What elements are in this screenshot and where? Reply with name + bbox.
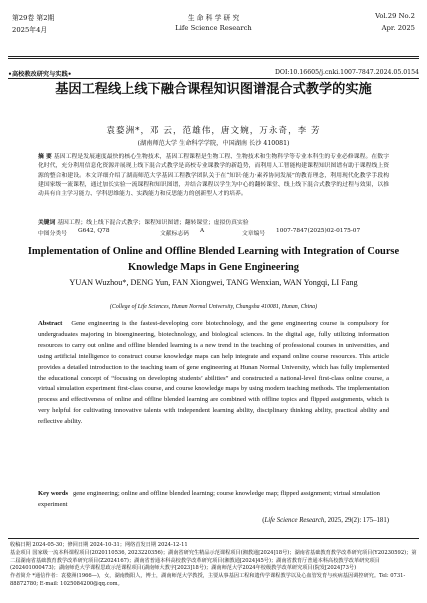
journal-name-cn: 生 命 科 学 研 究 — [187, 14, 240, 22]
citation-prefix: ( — [262, 517, 265, 524]
article-no-value: 1007-7847(2025)02-0175-07 — [276, 228, 361, 234]
keywords-cn — [38, 217, 389, 226]
publication-date-en: Apr. 2025 — [381, 24, 415, 32]
footnote — [10, 542, 417, 589]
clc-value: G642, Q78 — [78, 228, 110, 234]
header-rule-bottom — [8, 58, 419, 59]
doc-code-value: A — [200, 228, 205, 234]
volume-issue-en: Vol.29 No.2 — [375, 12, 415, 20]
authors-cn: 袁婺洲*，邓 云，范雄伟，唐文婉，万永奇，李 芳 — [106, 126, 321, 136]
footnote-author-bio: 作者简介 *通信作者：袁婺洲(1966—)，女，湖南衡阳人，博士，湖南师范大学教授，主要从事基因工程和遗传学课程教学以及心血管发育与疾病基因调控研究。Tel: 0731-88872780; E-mail: 1025084200@qq.com。 — [10, 573, 406, 587]
doi[interactable]: DOI:10.16605/j.cnki.1007-7847.2024.05.0154 — [274, 69, 419, 76]
column-label: •高校教改研究与实践• — [8, 71, 72, 78]
affiliation-cn: (湖南师范大学 生命科学学院，中国湖南 长沙 410081) — [137, 140, 290, 147]
abstract-en-text: Gene engineering is the fastest-developing core biotechnology, and the gene engineering course is compulsory for undergraduates majoring in bioengineering, biotechnology, and biological sciences. In the digital age, fully utilizing information resources to carry out online and offline blended learning is a new trend in the teaching of professional courses in universities, and using artificial intelligence to construct course knowledge maps can help integrate and expand online course resources. This article provides a detailed introduction to the teaching team of gene engineering at Hunan Normal University, which has fully implemented the educational concept of “focusing on developing students’ abilities” and constructed a national-level first-class online course, a virtual simulation experiment first-class course, and course knowledge maps by using modern teaching methods. The implementation process and effectiveness of online and offline blended learning are combined with offline topics and flipped assignments, which is very helpful for cultivating innovative talents with independent learning ability, disciplinary thinking ability, practical ability and reflective ability. — [38, 320, 389, 426]
meta-rule — [8, 78, 419, 79]
running-header — [8, 8, 419, 48]
keywords-en-label: Key words — [38, 490, 69, 497]
affiliation-en: (College of Life Sciences, Hunan Normal University, Changsha 410081, Hunan, China) — [109, 304, 318, 310]
doc-code-label: 文献标志码 — [160, 231, 189, 237]
citation-journal: Life Science Research — [264, 517, 325, 524]
keywords-cn-text: 基因工程；线上线下混合式教学；课程知识图谱；翻转课堂；虚拟仿真实验 — [57, 220, 249, 226]
keywords-en-text: gene engineering; online and offline blended learning; course knowledge map; flipped assignment; virtual simulation experiment — [38, 490, 380, 508]
volume-issue: 第29卷 第2期 — [12, 14, 55, 22]
authors-en: YUAN Wuzhou*, DENG Yun, FAN Xiongwei, TANG Wenxian, WAN Yongqi, LI Fang — [69, 278, 358, 287]
title-cn: 基因工程线上线下融合课程知识图谱混合式教学的实施 — [55, 82, 372, 97]
footnote-dates: 收稿日期 2024-05-30；修回日期 2024-10-31；网络首发日期 2024-12-11 — [10, 542, 188, 548]
abstract-en — [38, 319, 389, 428]
abstract-en-label: Abstract — [38, 320, 63, 327]
abstract-cn — [38, 153, 389, 199]
clc-label: 中图分类号 — [38, 231, 67, 237]
keywords-en — [38, 489, 389, 511]
publication-date: 2025年4月 — [12, 26, 48, 34]
footnote-funding: 基金项目 国家级一流本科课程项目(2020110536, 2023220356)；湖南省研究生精品示范课程项目(湘教通[2024]18号)；湖南省基础教育教学改革研究项目(Y20230592)；第二届湖南省基础教育教学改革研究项目(Z2024167)；湖南省普通本科高校教学改革研究项目(湘教通[2024]45号)；湖南省教育厅普通本科高校教学改革研究项目(202401000473)；湖南师范大学课程思政示范课程项目(湖南师大教字[2023]18号)；湖南师范大学2024年校级教学改革研究项目(院发[2024]73号) — [10, 549, 417, 572]
abstract-cn-label: 摘 要 — [38, 154, 52, 160]
citation — [262, 517, 389, 524]
header-rule-top — [8, 56, 419, 57]
article-no-label: 文章编号 — [242, 231, 266, 237]
abstract-cn-text: 基因工程是发展速度最快的核心生物技术，基因工程课程是生物工程、生物技术和生物科学等专业本科生的专业必修课程。在数字化时代，充分利用信息化资源并展现上线下混合式教学是高校专业课教学的新趋势，而利用人工智能构建课程知识图谱有助于课程线上资源的整合和建设。本文详细介绍了湖南师范大学基因工程教学团队关于在“知识·能力·素养协同发展”的教育理念，利用现代化教学手段构建国家级一流课程，通过加长实验一流课程和知识图谱，并结合课程以学生为中心的翻转课堂、线上线下混合式教学的过程与效果，以推动具有自主学习能力、学科思维能力、实践能力和反思能力的创新型人才的培养。 — [38, 154, 389, 198]
title-en: Implementation of Online and Offline Blended Learning with Integration of Course Knowledge Maps in Gene Engineering — [27, 246, 400, 273]
keywords-cn-label: 关键词 — [38, 220, 56, 226]
journal-name-en: Life Science Research — [175, 24, 252, 32]
footnote-rule — [8, 538, 419, 539]
citation-details: , 2025, 29(2): 175–181) — [324, 517, 389, 524]
